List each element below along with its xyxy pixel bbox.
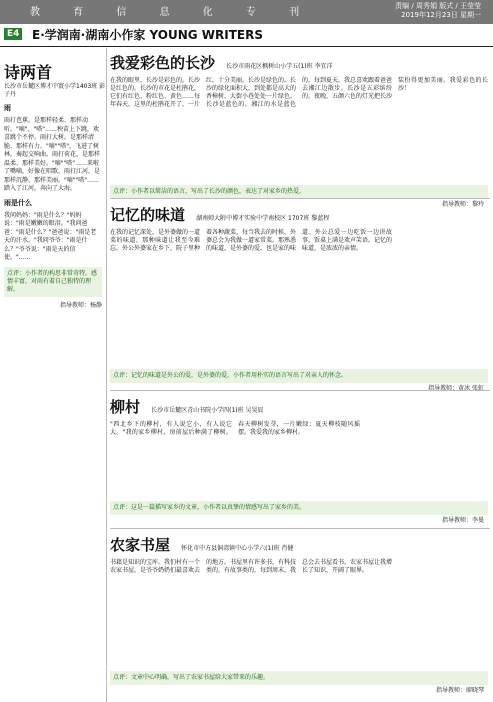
article-title: 柳村: [110, 398, 141, 416]
poem-part1-title: 雨: [4, 104, 11, 112]
masthead-bar: [0, 0, 493, 24]
article-title: 记忆的味道: [110, 206, 186, 224]
article-farm-library: [110, 534, 488, 694]
article-body: 书籍是知识的宝库。我们村有一个农家书屋，是爷爷奶奶们最喜欢去的地方。书屋里有许多书，有科技类的，有故事类的，每到周末，我总会去书屋看书。农家书屋让我增长了知识，开阔了眼界。: [110, 559, 393, 574]
article-title: 农家书屋: [110, 536, 171, 554]
masthead-title: 教 育 信 息 化 专 刊: [30, 7, 315, 18]
article-byline: 怀化市中方县铜湾镇中心小学六(1)班 肖健: [181, 545, 294, 552]
section-title: E·学润南·湖南小作家 YOUNG WRITERS: [32, 28, 263, 42]
article-memory-taste: [110, 204, 488, 392]
article-body: 在我的记忆深处，是外婆做的一道菜的味道，那种味道让我至今难忘。外公外婆家在乡下，院子里种着各种蔬菜，每当我去的时候，外婆总会为我做一道家常菜。那熟悉的味道，是外婆的爱，也是家的味道。外公总爱一边吃饭一边讲故事，饭桌上满是欢声笑语。记忆的味道，是浓浓的亲情。: [110, 229, 393, 252]
poem-teacher: 指导教师：杨静: [59, 301, 102, 309]
poem-comment: 点评：小作者的构思非常奇特，感情丰富，对雨有着自己独特的理解。: [4, 267, 102, 297]
divider: [110, 528, 490, 529]
poem-part2-title: 雨是什么: [4, 198, 32, 207]
poem-column: [0, 48, 107, 702]
publisher-info: 责编 / 周秀娟 版式 / 王莹莹 2019年12月23日 星期一: [395, 2, 481, 19]
article-comment: 点评：小作者以简洁的语言，写出了长沙的颜色，表达了对家乡的热爱。: [110, 185, 488, 199]
article-comment: 点评：这是一篇描写家乡的文章，小作者以真挚的情感写出了家乡的美。: [110, 501, 488, 515]
poem-title: 诗两首: [4, 63, 53, 82]
article-teacher: 指导教师：李曼: [441, 517, 484, 524]
article-comment: 点评：文章中心明确，写出了农家书屋给大家带来的乐趣。: [110, 671, 488, 685]
article-teacher: 指导教师：廖晓琴: [435, 687, 484, 694]
article-body: "西北乡下的柳村，有人说它小，有人说它大。"我的家乡柳村，房前屋后种满了柳树。春天柳树发芽，一片嫩绿；夏天柳枝随风摇摆。我爱我的家乡柳村。: [110, 421, 360, 436]
page-number: E4: [4, 28, 22, 40]
article-teacher: 指导教师：黄冰 张虹: [428, 385, 484, 392]
article-teacher: 指导教师：黎玲: [441, 201, 484, 208]
article-title: 我爱彩色的长沙: [110, 54, 216, 72]
article-colorful-changsha: [110, 52, 488, 208]
article-body: 在我的眼里，长沙是彩色的。长沙是红色的。长沙的市花是杜鹃花，它们有红色、粉红色、黄色……每年春天，这里的杜鹃花开了，一片红，十分美丽。长沙是绿色的。长沙的绿化面积大，到处都是高大的香樟树，大街小巷处处一片绿色。长沙是蓝色的。湘江的水是蓝色的，每到夏天，我总喜欢跟着爸爸去湘江边散步。长沙是五彩缤纷的。夜晚，五颜六色的灯光把长沙装扮得更加美丽。我爱彩色的长沙！: [110, 77, 488, 108]
article-byline: 长沙市岳麓区青山书院小学四(1)班 吴昊辰: [151, 407, 264, 414]
article-byline: 长沙市雨花区枫树山小学五(1)班 李宜洋: [226, 63, 333, 70]
article-byline: 湖南师大附中博才实验中学南校区 1707班 黎蓝程: [196, 215, 330, 222]
article-comment: 点评：记忆的味道是外公的爱，是外婆的爱，小作者用朴实的语言写出了对亲人的怀念。: [110, 369, 488, 383]
divider: [110, 390, 490, 391]
poem-part2: 我问妈妈："雨是什么？"妈妈说："雨是嫩嫩的眼泪。"我问爸爸："雨是什么？"爸爸说："雨是老天的汗水。"我问爷爷："雨是什么？"爷爷说："雨是天的信使。"……: [4, 211, 97, 261]
divider: [110, 198, 490, 199]
article-willow-village: [110, 396, 488, 524]
poem-part1: 雨打芭蕉，是那样轻柔、那样动听。"嘀"、"嗒"……秧苗上下跳，欢喜跳个不停。雨打大树，是那样清脆、那样有力。"嘀""嗒"，飞进了树林，奏起交响曲。雨打荷花，是那样温柔、那样美好。"嘀""嗒"……来啦了嘴嘀，好像在唱歌。雨打江河，是那样沉静、那样美丽。"嘀""嗒"……踏入了江河，奔向了大海。: [4, 117, 101, 192]
poem-byline: 长沙市岳麓区博才中寰小学1403班 彭子丹: [4, 83, 106, 98]
